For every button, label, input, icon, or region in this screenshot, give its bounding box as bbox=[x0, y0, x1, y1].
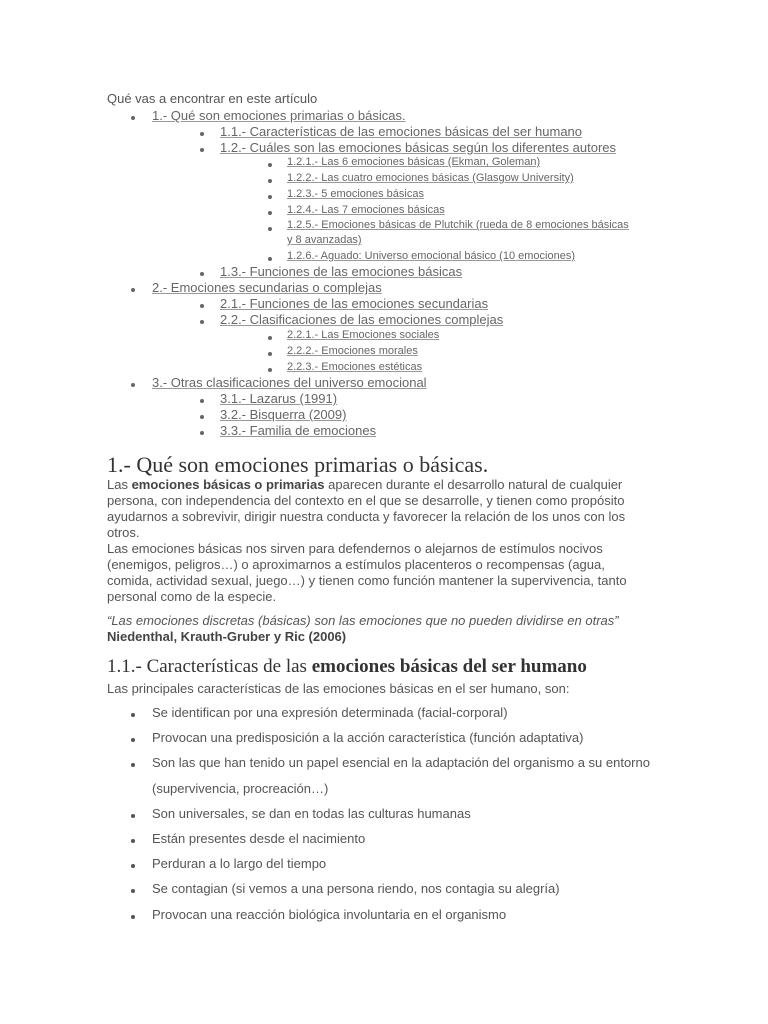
toc-link-2-2-3[interactable]: 2.2.3.- Emociones estéticas bbox=[287, 361, 423, 373]
bullet bbox=[268, 227, 272, 231]
toc-link-3-1[interactable]: 3.1.- Lazarus (1991) bbox=[220, 391, 338, 406]
bullet bbox=[268, 163, 272, 167]
bullet bbox=[200, 431, 204, 435]
bullet bbox=[268, 352, 272, 356]
bullet bbox=[200, 304, 204, 308]
bullet bbox=[131, 713, 135, 717]
toc-link-1-2[interactable]: 1.2.- Cuáles son las emociones básicas según los diferentes autores bbox=[220, 140, 616, 155]
toc-link-1-2-1[interactable]: 1.2.1.- Las 6 emociones básicas (Ekman, Goleman) bbox=[287, 156, 541, 168]
toc-link-2-2-1[interactable]: 2.2.1.- Las Emociones sociales bbox=[287, 329, 440, 341]
bullet bbox=[268, 368, 272, 372]
toc-link-3-3[interactable]: 3.3.- Familia de emociones bbox=[220, 423, 377, 438]
paragraph-1-post: aparecen durante el desarrollo natural de cualquier persona, con independencia del contexto en el que se desarrolle, y tienen como propósito ayudarnos a sobrevivir, dirigir nuestra conducta y favorecer la relación de los unos con los otros. bbox=[107, 477, 626, 540]
quote: “Las emociones discretas (básicas) son las emociones que no pueden dividirse en otras” bbox=[107, 613, 619, 628]
toc-link-1-2-5[interactable]: 1.2.5.- Emociones básicas de Plutchik (rueda de 8 emociones básicas bbox=[287, 219, 629, 231]
bullet bbox=[131, 864, 135, 868]
bullet bbox=[131, 915, 135, 919]
paragraph-2: Las emociones básicas nos sirven para defendernos o alejarnos de estímulos nocivos (enemigos, peligros…) o aproximarnos a estímulos placenteros o recompensas (agua, comida, actividad sexual, juego…) y tienen como función mantener la supervivencia, tanto personal como de la especie. bbox=[107, 541, 627, 604]
paragraph-1-bold: emociones básicas o primarias bbox=[131, 477, 325, 492]
bullet bbox=[131, 738, 135, 742]
section-intro: Las principales características de las emociones básicas en el ser humano, son: bbox=[107, 681, 570, 696]
bullet bbox=[268, 195, 272, 199]
toc-link-1-2-5-cont[interactable]: y 8 avanzadas) bbox=[287, 234, 362, 246]
toc-link-2[interactable]: 2.- Emociones secundarias o complejas bbox=[152, 280, 382, 295]
list-item: Provocan una reacción biológica involuntaria en el organismo bbox=[152, 907, 507, 922]
toc-link-1-2-2[interactable]: 1.2.2.- Las cuatro emociones básicas (Glasgow University) bbox=[287, 172, 574, 184]
bullet bbox=[268, 336, 272, 340]
toc-link-1-2-3[interactable]: 1.2.3.- 5 emociones básicas bbox=[287, 188, 424, 200]
toc-link-2-2[interactable]: 2.2.- Clasificaciones de las emociones complejas bbox=[220, 312, 504, 327]
section-heading-1-1 bbox=[107, 656, 587, 678]
toc-link-1-1[interactable]: 1.1.- Características de las emociones básicas del ser humano bbox=[220, 124, 583, 139]
toc-link-1-2-4[interactable]: 1.2.4.- Las 7 emociones básicas bbox=[287, 204, 445, 216]
bullet bbox=[131, 116, 135, 120]
bullet bbox=[131, 288, 135, 292]
bullet bbox=[200, 320, 204, 324]
toc-title: Qué vas a encontrar en este artículo bbox=[107, 91, 318, 106]
toc-link-3-2[interactable]: 3.2.- Bisquerra (2009) bbox=[220, 407, 347, 422]
bullet bbox=[200, 148, 204, 152]
bullet bbox=[131, 839, 135, 843]
bullet bbox=[131, 763, 135, 767]
bullet bbox=[200, 272, 204, 276]
paragraph-1 bbox=[107, 477, 642, 541]
paragraph-1-pre: Las bbox=[107, 477, 132, 492]
bullet bbox=[131, 889, 135, 893]
bullet bbox=[200, 415, 204, 419]
list-item: Se identifican por una expresión determinada (facial-corporal) bbox=[152, 705, 508, 720]
list-item: Se contagian (si vemos a una persona riendo, nos contagia su alegría) bbox=[152, 881, 560, 896]
list-item: Son las que han tenido un papel esencial en la adaptación del organismo a su entorno bbox=[152, 755, 650, 770]
toc-link-2-1[interactable]: 2.1.- Funciones de las emociones secundarias bbox=[220, 296, 489, 311]
list-item-cont: (supervivencia, procreación…) bbox=[152, 781, 329, 796]
bullet bbox=[268, 179, 272, 183]
section-heading-1-1-pre: 1.1.- Características de las bbox=[107, 656, 312, 677]
bullet bbox=[268, 211, 272, 215]
bullet bbox=[131, 383, 135, 387]
quote-author: Niedenthal, Krauth-Gruber y Ric (2006) bbox=[107, 629, 347, 644]
list-item: Están presentes desde el nacimiento bbox=[152, 831, 366, 846]
toc-link-1-3[interactable]: 1.3.- Funciones de las emociones básicas bbox=[220, 264, 463, 279]
toc-link-1-2-6[interactable]: 1.2.6.- Aguado: Universo emocional básico (10 emociones) bbox=[287, 250, 575, 262]
toc-link-2-2-2[interactable]: 2.2.2.- Emociones morales bbox=[287, 345, 418, 357]
list-item: Provocan una predisposición a la acción característica (función adaptativa) bbox=[152, 730, 584, 745]
list-item: Perduran a lo largo del tiempo bbox=[152, 856, 327, 871]
bullet bbox=[131, 814, 135, 818]
bullet bbox=[200, 399, 204, 403]
bullet bbox=[200, 132, 204, 136]
section-heading-1: 1.- Qué son emociones primarias o básicas. bbox=[107, 452, 489, 477]
toc-link-1[interactable]: 1.- Qué son emociones primarias o básicas. bbox=[152, 108, 406, 123]
list-item: Son universales, se dan en todas las culturas humanas bbox=[152, 806, 471, 821]
toc-link-3[interactable]: 3.- Otras clasificaciones del universo emocional bbox=[152, 375, 427, 390]
bullet bbox=[268, 257, 272, 261]
section-heading-1-1-bold: emociones básicas del ser humano bbox=[311, 656, 587, 677]
